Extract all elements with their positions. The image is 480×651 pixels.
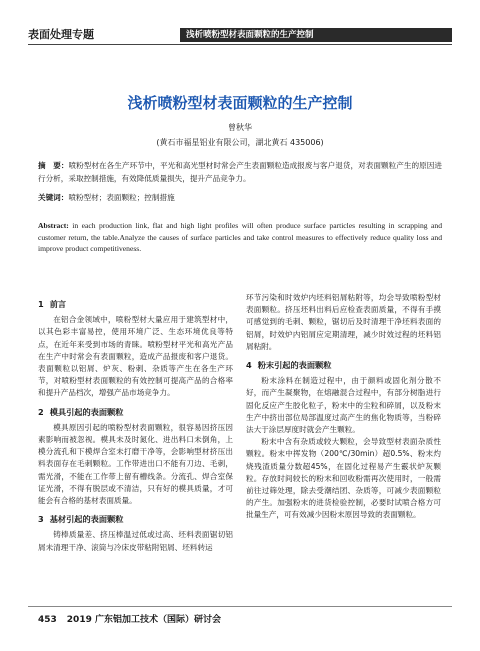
section-heading: 3 基材引起的表面颗粒 (38, 514, 124, 525)
abstract-cn-text: 喷粉型材在各生产环节中，平光和高光型材时常会产生表面颗粒造成报废与客户退货，对表面颗粒产生的原因进行分析，采取控制措施，有效降低质量损失，提升产品竞争力。 (38, 161, 443, 183)
abstract-en (38, 220, 442, 255)
running-header (28, 28, 452, 46)
section-label: 表面处理专题 (28, 28, 94, 41)
page-number: 453 (38, 615, 57, 625)
abstract-en-label: Abstract: (38, 221, 69, 230)
abstract-cn-label: 摘 要： (38, 161, 69, 170)
abstract-en-text: in each production link, flat and high light profiles will often produce surface particles resulting in scrapping and customer return, the table.Analyze the causes of surface particles and take control measures to effectively reduce quality loss and improve product competitiveness. (38, 221, 442, 253)
keywords-cn-text: 喷粉型材；表面颗粒；控制措施 (68, 193, 175, 202)
paragraph: 环节污染和时效炉内坯料铝屑粘附等，均会导致喷粉型材表面颗粒。挤压坯料出料后应检查表面质量，不得有手摸可感觉到的毛刺、颗粒，锯切后及时清理干净坯料表面的铝屑，时效炉内铝屑应定期清理，减少时效过程的坯料铝屑粘附。 (246, 293, 441, 351)
section-heading: 2 模具引起的表面颗粒 (38, 406, 124, 417)
running-title: 浅析喷粉型材表面颗粒的生产控制 (180, 28, 452, 42)
left-column (38, 292, 233, 554)
keywords-cn (38, 192, 442, 205)
author: 曾秋华 (228, 123, 252, 132)
header-rule (28, 44, 452, 45)
abstract-cn (38, 160, 442, 185)
page-footer (38, 612, 442, 625)
keywords-cn-label: 关键词： (38, 193, 69, 202)
paragraph: 铸棒质量差、挤压棒温过低或过高、坯料表面锯切铝屑未清理干净、滚筒与冷床皮带粘附铝屑、坯料转运 (38, 530, 233, 552)
paragraph: 在铝合金领域中，喷粉型材大量应用于建筑型材中，以其色彩丰富易控，使用环境广泛、生态环境优良等特点，在近年来受到市场的青睐。喷粉型材平光和高光产品在生产中时常会有表面颗粒，造成产品报废和客户退货。表面颗粒以铝屑、炉灰、粉刺、杂质等产生在各生产环节，对喷粉型材表面颗粒的有效控制可提高产品的合格率和提升产品档次，增强产品市场竞争力。 (38, 315, 233, 398)
article-title: 浅析喷粉型材表面颗粒的生产控制 (127, 94, 353, 112)
journal-name: 2019 广东铝加工技术（国际）研讨会 (66, 615, 221, 625)
footer-rule (28, 606, 452, 607)
section-heading: 1 前言 (38, 299, 67, 309)
paragraph: 粉末中含有杂质或较大颗粒，会导致型材表面杂质性颗粒。粉末中挥发物（200℃/30min）超0.5%、粉末灼烧残渣质量分数超45%，在固化过程易产生霰状炉灰颗粒。存放时间较长的粉末和回收粉需再次使用时，一般需前往过筛处理，除去受潮结团、杂质等，可减少表面颗粒的产生。加强粉末的进货检验控制，必要时试喷合格方可批量生产，可有效减少因粉末原因导致的表面颗粒。 (246, 437, 441, 520)
paragraph: 粉末涂料在制造过程中，由于颜料或固化剂分散不好，而产生凝聚物，在熔融混合过程中，有部分树脂进行固化反应产生胶化粒子，粉末中的尘粒和碎屑，以及粉末生产中挤出部位局部温度过高产生的焦化物质等，当粉碎法大于涂层厚度时就会产生颗粒。 (246, 376, 441, 435)
right-column (246, 292, 441, 522)
affiliation: (黄石市福星铝业有限公司，湖北黄石 435006) (156, 138, 324, 147)
paragraph: 模具原因引起的喷粉型材表面颗粒，很容易因挤压因素影响而被忽视。模具未及时氮化、进出料口未倒角，上模分流孔和下模焊合室未打磨干净等，会影响型材挤压出料表面存在毛刺颗粒。工作带进出口不能有刀边、毛刺，需光滑，不能在工作带上留有槽线条。分流孔、焊合室保证光滑，不得有脱层或不清洁，只有好的模具质量，才可能会有合格的基材表面质量。 (38, 422, 233, 506)
section-heading: 4 粉末引起的表面颗粒 (246, 360, 332, 371)
